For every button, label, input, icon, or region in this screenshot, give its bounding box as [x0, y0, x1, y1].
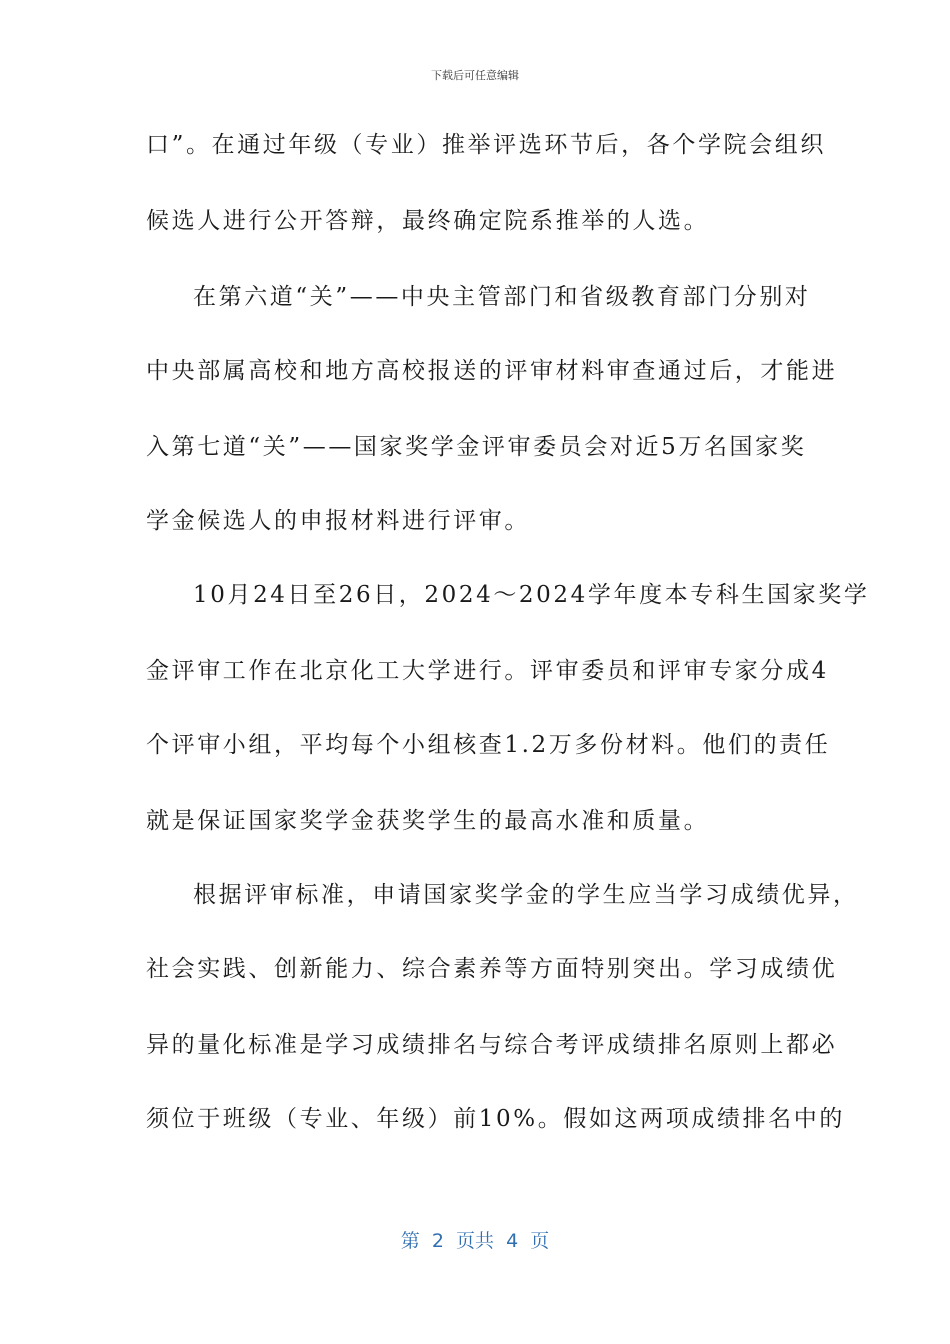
text-line: 金评审工作在北京化工大学进行。评审委员和评审专家分成4	[146, 658, 829, 684]
text-line: 候选人进行公开答辩，最终确定院系推举的人选。	[146, 208, 710, 234]
text-line: 中央部属高校和地方高校报送的评审材料审查通过后，才能进	[146, 358, 838, 384]
text-line: 根据评审标准，申请国家奖学金的学生应当学习成绩优异，	[193, 882, 859, 908]
text-line: 学金候选人的申报材料进行评审。	[146, 508, 530, 534]
text-line: 异的量化标准是学习成绩排名与综合考评成绩排名原则上都必	[146, 1032, 838, 1058]
text-line: 口”。在通过年级（专业）推举评选环节后，各个学院会组织	[146, 132, 826, 158]
page-header: 下载后可任意编辑	[431, 69, 519, 82]
text-line: 在第六道“关”——中央主管部门和省级教育部门分别对	[193, 284, 811, 310]
page-number-footer: 第 2 页共 4 页	[400, 1230, 550, 1252]
text-line: 个评审小组，平均每个小组核查1.2万多份材料。他们的责任	[146, 732, 831, 758]
text-line: 入第七道“关”——国家奖学金评审委员会对近5万名国家奖	[146, 434, 807, 460]
text-line: 就是保证国家奖学金获奖学生的最高水准和质量。	[146, 808, 710, 834]
text-line: 10月24日至26日，2024～2024学年度本专科生国家奖学	[193, 582, 870, 608]
text-line: 须位于班级（专业、年级）前10%。假如这两项成绩排名中的	[146, 1106, 845, 1132]
text-line: 社会实践、创新能力、综合素养等方面特别突出。学习成绩优	[146, 956, 838, 982]
